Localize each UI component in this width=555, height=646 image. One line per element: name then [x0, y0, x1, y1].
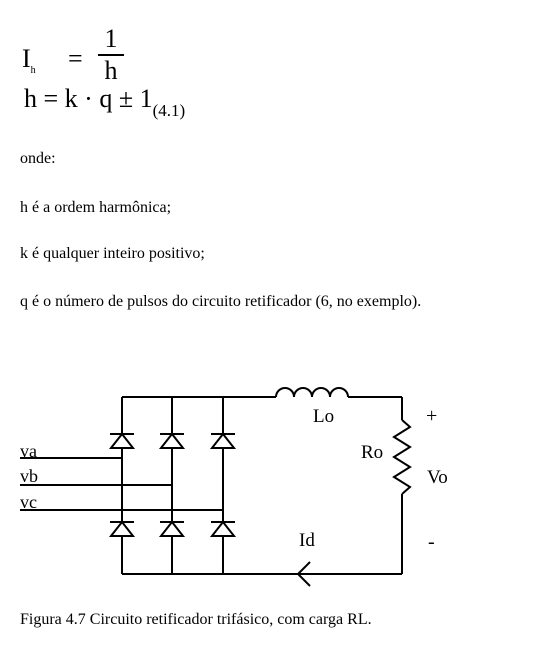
fraction-denominator: h [104, 56, 118, 85]
fraction-numerator: 1 [104, 24, 118, 53]
label-plus: + [426, 405, 438, 427]
harmonic-order-formula: h = k · q ± 1 [24, 84, 153, 113]
harmonic-order-equation [24, 84, 186, 120]
equation-number: (4.1) [152, 101, 186, 120]
figure-caption: Figura 4.7 Circuito retificador trifásico, com carga RL. [20, 611, 372, 628]
diode-lower-a [110, 522, 134, 536]
current-symbol: I [22, 44, 31, 73]
label-current: Id [299, 530, 315, 551]
label-minus: - [428, 531, 435, 553]
harmonic-current-equation [22, 24, 142, 84]
paragraph-onde: onde: [20, 150, 56, 167]
diode-upper-a [110, 434, 134, 448]
paragraph-k-definition: k é qualquer inteiro positivo; [20, 245, 205, 262]
fraction [96, 24, 126, 86]
equals-sign: = [68, 44, 83, 73]
diode-upper-b [160, 434, 184, 448]
paragraph-h-definition: h é a ordem harmônica; [20, 199, 172, 216]
diode-lower-c [211, 522, 235, 536]
label-vb: vb [20, 466, 38, 486]
inductor-coil [276, 388, 348, 397]
resistor-zigzag [394, 420, 410, 494]
diode-lower-b [160, 522, 184, 536]
label-va: va [20, 441, 37, 461]
rectifier-circuit-diagram [0, 360, 555, 590]
label-vc: vc [20, 492, 37, 512]
equation-lhs [22, 44, 36, 76]
current-subscript: h [30, 65, 36, 77]
label-output-voltage: Vo [427, 467, 448, 488]
label-resistor: Ro [361, 442, 384, 463]
diode-upper-c [211, 434, 235, 448]
paragraph-q-definition: q é o número de pulsos do circuito retificador (6, no exemplo). [20, 293, 422, 310]
label-inductor: Lo [313, 406, 335, 427]
